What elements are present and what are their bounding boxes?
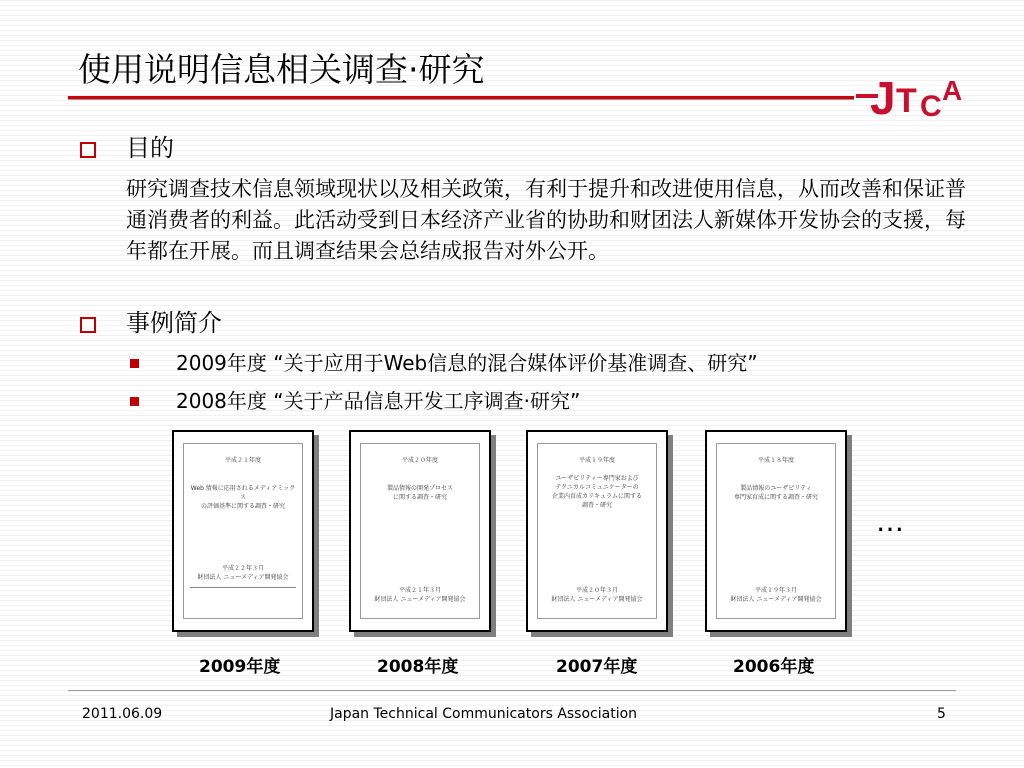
report-cover-title: 製品情報の開発プロセス に関する調査・研究 <box>386 485 453 501</box>
logo-letter-a: A <box>942 75 963 106</box>
square-bullet-icon <box>130 359 139 368</box>
report-cover-2007 <box>526 430 668 632</box>
caption-2009: 2009年度 <box>199 657 281 677</box>
report-cover-footer: 平成２１年３月 財団法人 ニューメディア開発協会 <box>374 587 466 603</box>
report-cover-2006 <box>705 430 847 632</box>
report-cover-2008 <box>349 430 491 632</box>
report-cover-title: Web 情報に応用されるメディアミックス の評価基準に関する調査・研究 <box>190 485 296 510</box>
case-item-2009: 2009年度 “关于应用于Web信息的混合媒体评价基准调查、研究” <box>176 351 758 375</box>
caption-2006: 2006年度 <box>733 657 815 677</box>
footer-page-number: 5 <box>937 706 946 722</box>
report-cover-header: 平成１９年度 <box>578 457 615 464</box>
report-cover-title: ユーザビリティー専門家および テクニカルコミュニケーターの 企業内育成カリキュラムに関する 調査・研究 <box>552 475 642 509</box>
checkbox-bullet-icon <box>80 142 96 158</box>
section-heading-cases: 事例简介 <box>126 309 222 337</box>
section-heading-purpose: 目的 <box>126 134 174 162</box>
case-item-2008: 2008年度 “关于产品信息开发工序调查·研究” <box>176 389 581 413</box>
report-cover-footer: 平成２０年３月 財団法人 ニューメディア開発協会 <box>551 587 643 603</box>
jtca-logo <box>856 58 968 120</box>
footer-divider <box>68 690 956 691</box>
purpose-paragraph: 研究调查技术信息领域现状以及相关政策，有利于提升和改进使用信息，从而改善和保证普通消费者的利益。此活动受到日本经济产业省的协助和财团法人新媒体开发协会的支援，每年都在开展。而且调查结果会总结成报告对外公开。 <box>126 177 966 263</box>
footer-organization: Japan Technical Communicators Association <box>330 706 638 722</box>
report-cover-footer: 平成１９年３月 財団法人 ニューメディア開発協会 <box>730 587 822 603</box>
report-cover-2009 <box>172 430 314 632</box>
report-cover-footer: 平成２２年３月 財団法人 ニューメディア開発協会 <box>197 565 289 581</box>
caption-2007: 2007年度 <box>556 657 638 677</box>
title-underline-thin <box>68 99 854 100</box>
report-cover-title: 製品情報のユーザビリティ 専門家育成に関する調査・研究 <box>733 485 818 501</box>
report-cover-page <box>537 443 657 619</box>
caption-2008: 2008年度 <box>377 657 459 677</box>
report-cover-header: 平成２０年度 <box>401 457 438 464</box>
report-cover-colophon <box>190 587 296 614</box>
report-cover-header: 平成２１年度 <box>224 457 261 464</box>
footer-date: 2011.06.09 <box>82 706 163 722</box>
more-ellipsis: … <box>876 505 905 538</box>
logo-letter-c: C <box>920 90 942 120</box>
report-cover-page <box>360 443 480 619</box>
report-cover-page <box>716 443 836 619</box>
logo-letter-t: T <box>896 82 917 120</box>
slide-title: 使用说明信息相关调查·研究 <box>78 50 485 89</box>
report-cover-page <box>183 443 303 619</box>
report-cover-header: 平成１８年度 <box>757 457 794 464</box>
checkbox-bullet-icon <box>80 317 96 333</box>
logo-letter-j: J <box>870 72 896 120</box>
square-bullet-icon <box>130 397 139 406</box>
